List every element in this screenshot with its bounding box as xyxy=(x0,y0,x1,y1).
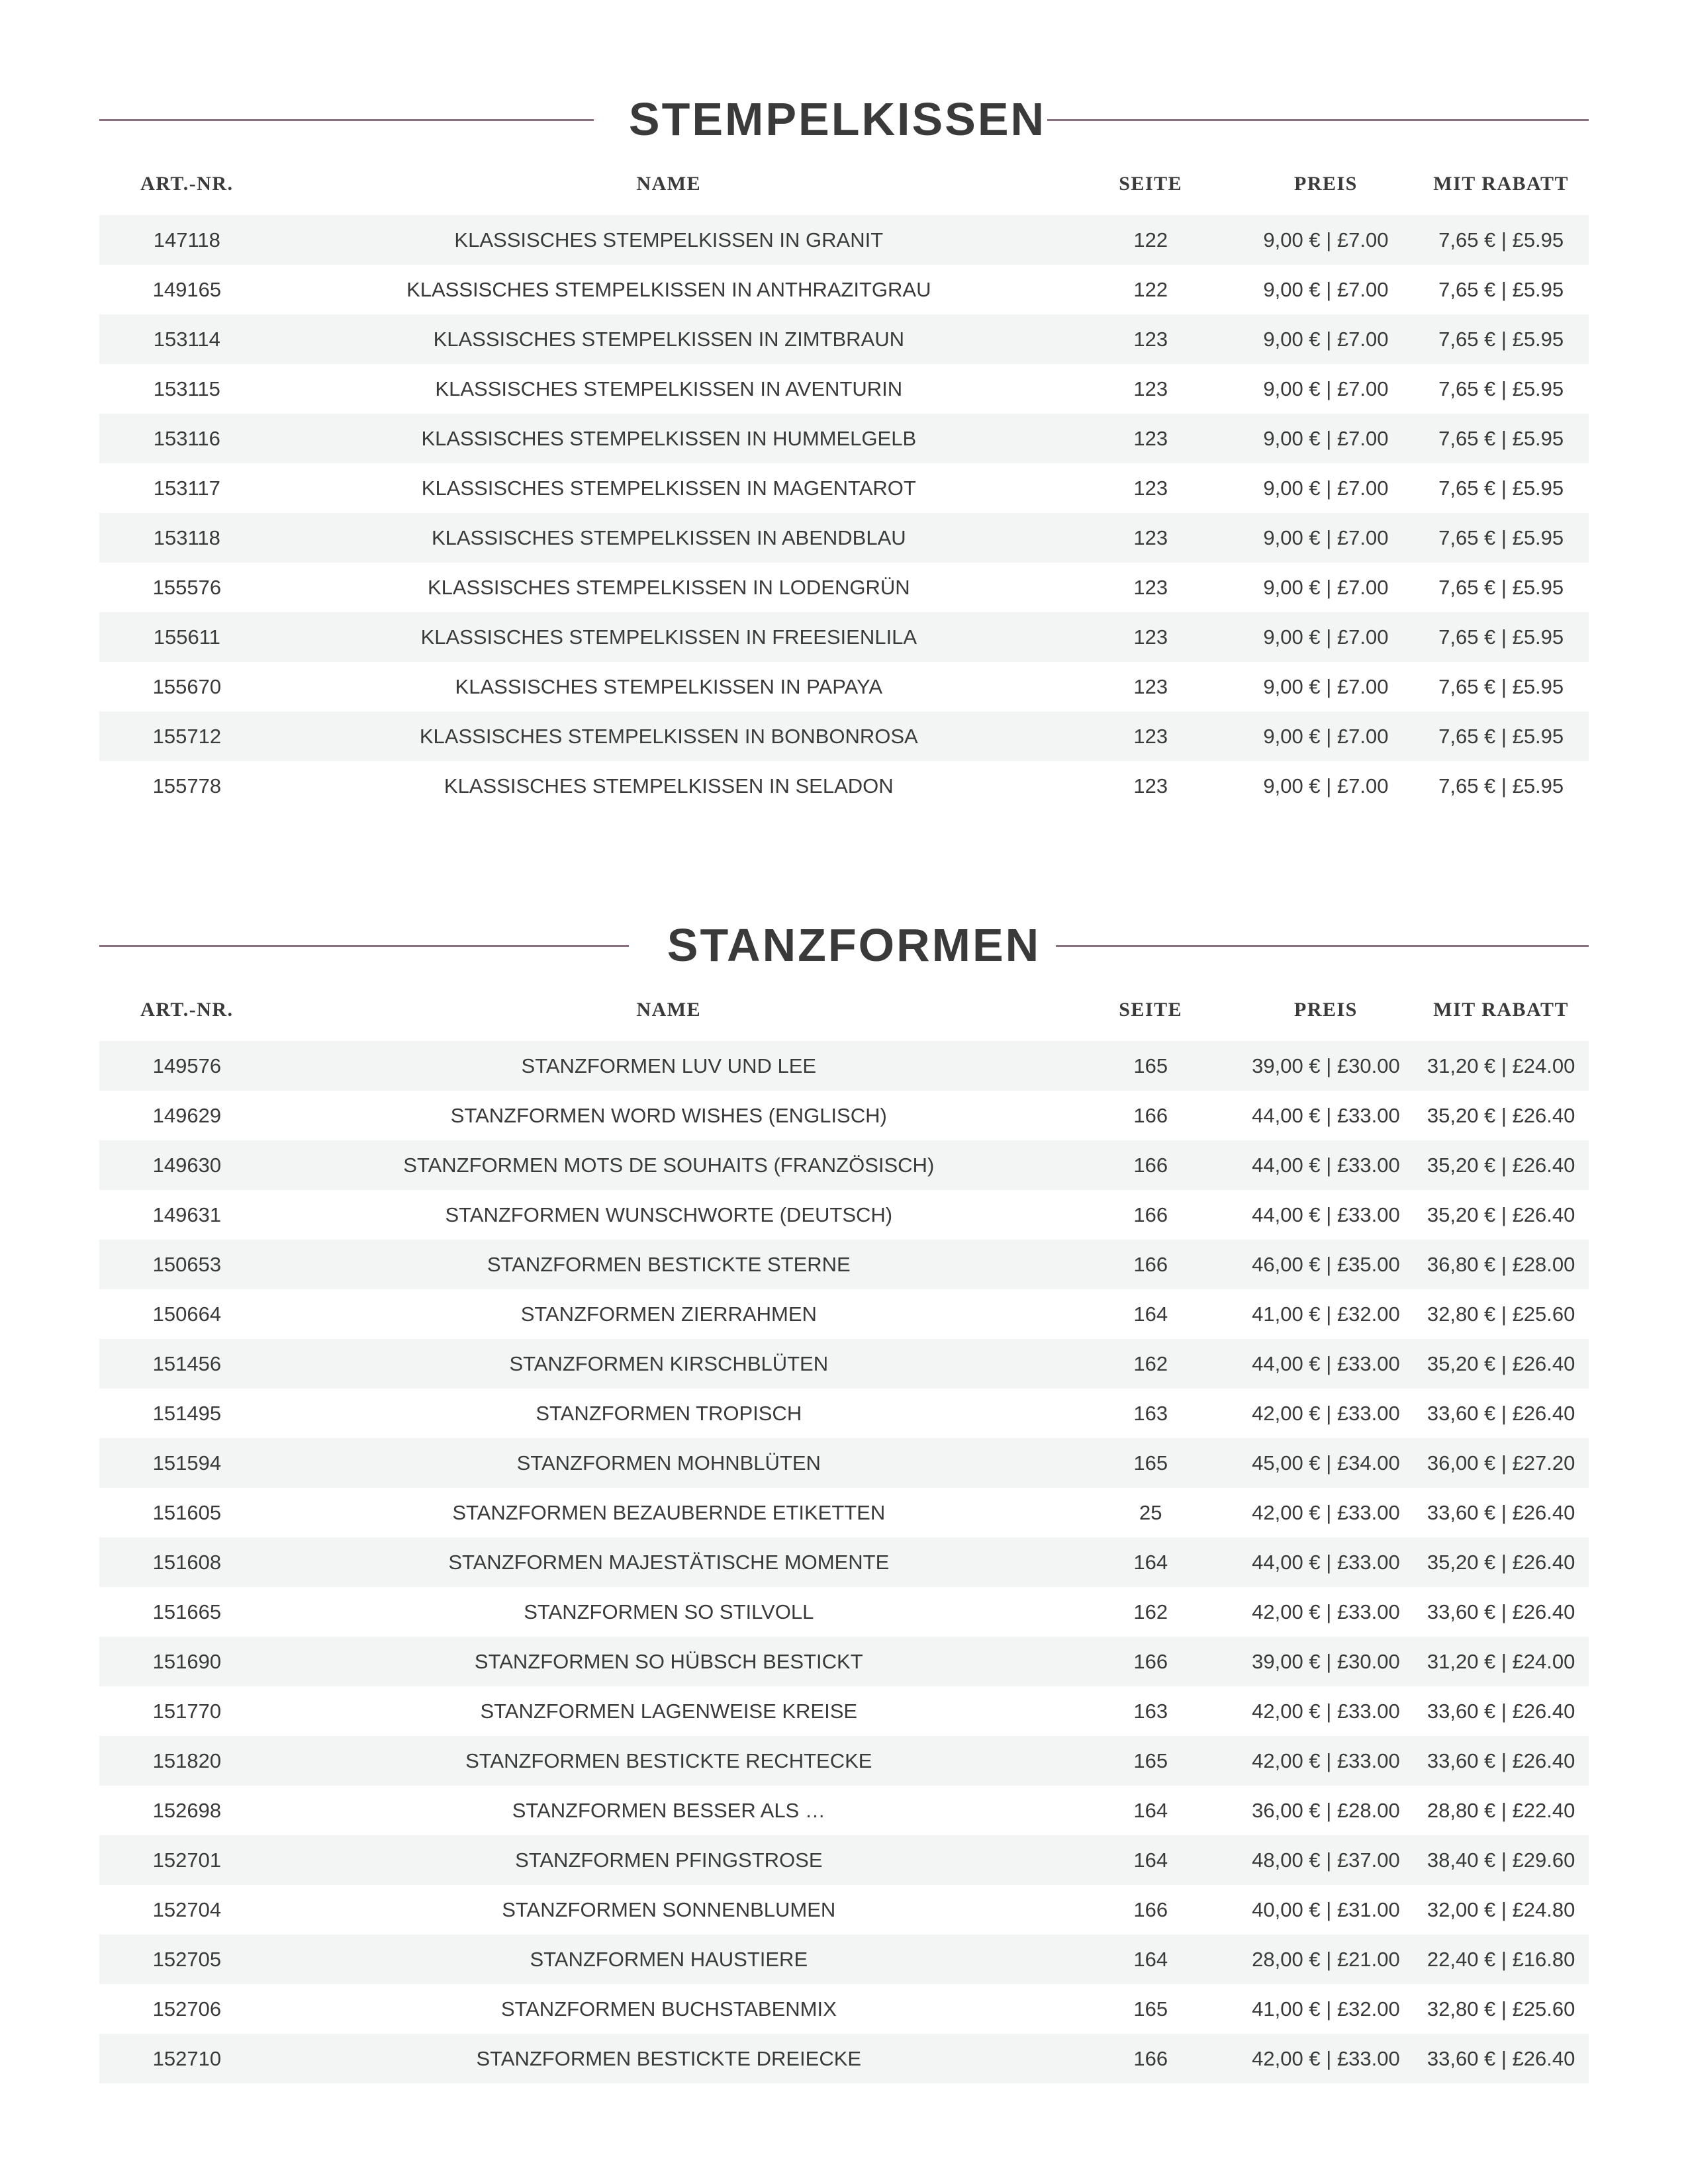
cell-art-nr: 153114 xyxy=(153,327,220,351)
table-row xyxy=(99,1339,1589,1388)
table-row xyxy=(99,1140,1589,1190)
cell-name: KLASSISCHES STEMPELKISSEN IN HUMMELGELB xyxy=(421,426,917,450)
table-header xyxy=(99,152,1589,215)
cell-preis: 9,00 € | £7.00 xyxy=(1263,277,1389,301)
table-body xyxy=(99,1041,1589,2083)
cell-mit-rabatt: 32,00 € | £24.80 xyxy=(1427,1897,1575,1921)
table-row xyxy=(99,1934,1589,1984)
cell-mit-rabatt: 33,60 € | £26.40 xyxy=(1427,1500,1575,1524)
cell-name: STANZFORMEN BESSER ALS … xyxy=(512,1798,825,1822)
cell-preis: 44,00 € | £33.00 xyxy=(1252,1103,1400,1127)
cell-seite: 123 xyxy=(1133,575,1168,599)
cell-preis: 46,00 € | £35.00 xyxy=(1252,1252,1400,1276)
cell-art-nr: 155712 xyxy=(152,724,222,748)
cell-art-nr: 153115 xyxy=(153,377,220,400)
cell-art-nr: 152705 xyxy=(152,1947,222,1971)
cell-seite: 166 xyxy=(1133,1252,1168,1276)
cell-seite: 164 xyxy=(1133,1302,1168,1326)
cell-art-nr: 153118 xyxy=(153,525,220,549)
cell-art-nr: 151820 xyxy=(152,1749,222,1772)
table-row xyxy=(99,563,1589,612)
cell-seite: 165 xyxy=(1133,1997,1168,2021)
table-row xyxy=(99,1388,1589,1438)
cell-mit-rabatt: 36,80 € | £28.00 xyxy=(1427,1252,1575,1276)
table-row xyxy=(99,1984,1589,2034)
table-row xyxy=(99,711,1589,761)
cell-preis: 9,00 € | £7.00 xyxy=(1263,327,1389,351)
cell-name: KLASSISCHES STEMPELKISSEN IN AVENTURIN xyxy=(435,377,903,400)
cell-mit-rabatt: 35,20 € | £26.40 xyxy=(1427,1203,1575,1226)
header-mit-rabatt: MIT RABATT xyxy=(1433,998,1570,1021)
cell-art-nr: 149165 xyxy=(152,277,222,301)
cell-preis: 40,00 € | £31.00 xyxy=(1252,1897,1400,1921)
cell-art-nr: 151495 xyxy=(152,1401,222,1425)
cell-art-nr: 151665 xyxy=(152,1600,222,1623)
table-body xyxy=(99,215,1589,811)
cell-mit-rabatt: 31,20 € | £24.00 xyxy=(1427,1054,1575,1077)
cell-name: STANZFORMEN BEZAUBERNDE ETIKETTEN xyxy=(452,1500,886,1524)
cell-preis: 9,00 € | £7.00 xyxy=(1263,724,1389,748)
cell-art-nr: 149630 xyxy=(152,1153,222,1177)
cell-art-nr: 152710 xyxy=(152,2046,222,2070)
cell-preis: 42,00 € | £33.00 xyxy=(1252,1600,1400,1623)
cell-mit-rabatt: 38,40 € | £29.60 xyxy=(1427,1848,1575,1872)
cell-mit-rabatt: 35,20 € | £26.40 xyxy=(1427,1153,1575,1177)
table-row xyxy=(99,265,1589,314)
table-row xyxy=(99,1190,1589,1240)
section-stanzformen xyxy=(99,912,1589,2083)
table-header xyxy=(99,978,1589,1041)
cell-preis: 44,00 € | £33.00 xyxy=(1252,1550,1400,1574)
cell-name: KLASSISCHES STEMPELKISSEN IN ABENDBLAU xyxy=(431,525,906,549)
cell-mit-rabatt: 36,00 € | £27.20 xyxy=(1427,1451,1575,1475)
header-name: NAME xyxy=(636,998,702,1021)
cell-seite: 123 xyxy=(1133,377,1168,400)
cell-seite: 163 xyxy=(1133,1699,1168,1723)
cell-preis: 9,00 € | £7.00 xyxy=(1263,774,1389,797)
cell-seite: 166 xyxy=(1133,1203,1168,1226)
cell-name: KLASSISCHES STEMPELKISSEN IN ZIMTBRAUN xyxy=(433,327,905,351)
cell-preis: 42,00 € | £33.00 xyxy=(1252,2046,1400,2070)
table-row xyxy=(99,513,1589,563)
cell-preis: 44,00 € | £33.00 xyxy=(1252,1203,1400,1226)
table-row xyxy=(99,1091,1589,1140)
cell-seite: 164 xyxy=(1133,1798,1168,1822)
cell-seite: 165 xyxy=(1133,1451,1168,1475)
cell-preis: 48,00 € | £37.00 xyxy=(1252,1848,1400,1872)
cell-name: STANZFORMEN LUV UND LEE xyxy=(521,1054,817,1077)
cell-name: STANZFORMEN MOTS DE SOUHAITS (FRANZÖSISCH) xyxy=(403,1153,935,1177)
cell-seite: 166 xyxy=(1133,1649,1168,1673)
cell-art-nr: 151608 xyxy=(152,1550,222,1574)
cell-seite: 166 xyxy=(1133,2046,1168,2070)
cell-name: STANZFORMEN TROPISCH xyxy=(536,1401,802,1425)
cell-mit-rabatt: 22,40 € | £16.80 xyxy=(1427,1947,1575,1971)
table-row xyxy=(99,364,1589,414)
cell-name: STANZFORMEN BESTICKTE DREIECKE xyxy=(476,2046,862,2070)
cell-art-nr: 151605 xyxy=(152,1500,222,1524)
cell-seite: 166 xyxy=(1133,1153,1168,1177)
table-row xyxy=(99,414,1589,463)
header-art-nr: ART.-NR. xyxy=(140,172,234,195)
table-row xyxy=(99,463,1589,513)
cell-mit-rabatt: 7,65 € | £5.95 xyxy=(1438,377,1564,400)
cell-mit-rabatt: 7,65 € | £5.95 xyxy=(1438,625,1564,649)
cell-art-nr: 155670 xyxy=(152,674,222,698)
table-row xyxy=(99,1835,1589,1885)
cell-mit-rabatt: 7,65 € | £5.95 xyxy=(1438,476,1564,500)
cell-seite: 166 xyxy=(1133,1103,1168,1127)
table-row xyxy=(99,1240,1589,1289)
cell-seite: 123 xyxy=(1133,724,1168,748)
cell-seite: 166 xyxy=(1133,1897,1168,1921)
cell-mit-rabatt: 7,65 € | £5.95 xyxy=(1438,674,1564,698)
header-preis: PREIS xyxy=(1294,172,1358,195)
cell-name: STANZFORMEN SONNENBLUMEN xyxy=(502,1897,836,1921)
cell-preis: 39,00 € | £30.00 xyxy=(1252,1649,1400,1673)
cell-name: STANZFORMEN LAGENWEISE KREISE xyxy=(480,1699,858,1723)
cell-preis: 41,00 € | £32.00 xyxy=(1252,1302,1400,1326)
cell-name: STANZFORMEN KIRSCHBLÜTEN xyxy=(509,1351,829,1375)
cell-preis: 42,00 € | £33.00 xyxy=(1252,1699,1400,1723)
table-row xyxy=(99,1289,1589,1339)
cell-name: KLASSISCHES STEMPELKISSEN IN SELADON xyxy=(444,774,894,797)
cell-mit-rabatt: 33,60 € | £26.40 xyxy=(1427,1699,1575,1723)
cell-seite: 162 xyxy=(1133,1351,1168,1375)
cell-seite: 123 xyxy=(1133,426,1168,450)
table-row xyxy=(99,761,1589,811)
cell-art-nr: 151690 xyxy=(152,1649,222,1673)
cell-name: KLASSISCHES STEMPELKISSEN IN LODENGRÜN xyxy=(427,575,910,599)
cell-art-nr: 151770 xyxy=(152,1699,222,1723)
cell-art-nr: 153116 xyxy=(153,426,220,450)
section-title: STANZFORMEN xyxy=(667,919,1041,971)
cell-seite: 162 xyxy=(1133,1600,1168,1623)
cell-mit-rabatt: 32,80 € | £25.60 xyxy=(1427,1997,1575,2021)
cell-mit-rabatt: 7,65 € | £5.95 xyxy=(1438,724,1564,748)
cell-preis: 45,00 € | £34.00 xyxy=(1252,1451,1400,1475)
cell-seite: 163 xyxy=(1133,1401,1168,1425)
cell-seite: 164 xyxy=(1133,1848,1168,1872)
cell-name: STANZFORMEN MAJESTÄTISCHE MOMENTE xyxy=(448,1550,890,1574)
section-stempelkissen xyxy=(99,86,1589,811)
cell-art-nr: 149576 xyxy=(152,1054,222,1077)
cell-art-nr: 155778 xyxy=(152,774,222,797)
cell-preis: 9,00 € | £7.00 xyxy=(1263,525,1389,549)
cell-name: STANZFORMEN PFINGSTROSE xyxy=(515,1848,823,1872)
cell-art-nr: 151456 xyxy=(152,1351,222,1375)
cell-art-nr: 150664 xyxy=(152,1302,222,1326)
cell-seite: 25 xyxy=(1139,1500,1162,1524)
cell-preis: 39,00 € | £30.00 xyxy=(1252,1054,1400,1077)
cell-mit-rabatt: 33,60 € | £26.40 xyxy=(1427,2046,1575,2070)
cell-art-nr: 152701 xyxy=(152,1848,222,1872)
cell-preis: 44,00 € | £33.00 xyxy=(1252,1153,1400,1177)
cell-mit-rabatt: 7,65 € | £5.95 xyxy=(1438,426,1564,450)
table-row xyxy=(99,1637,1589,1686)
cell-art-nr: 152698 xyxy=(152,1798,222,1822)
cell-mit-rabatt: 35,20 € | £26.40 xyxy=(1427,1550,1575,1574)
table-row xyxy=(99,1488,1589,1537)
cell-name: STANZFORMEN HAUSTIERE xyxy=(530,1947,808,1971)
cell-art-nr: 152706 xyxy=(152,1997,222,2021)
cell-art-nr: 150653 xyxy=(152,1252,222,1276)
cell-mit-rabatt: 7,65 € | £5.95 xyxy=(1438,327,1564,351)
cell-seite: 164 xyxy=(1133,1550,1168,1574)
table-row xyxy=(99,1041,1589,1091)
cell-mit-rabatt: 7,65 € | £5.95 xyxy=(1438,774,1564,797)
table-row xyxy=(99,1587,1589,1637)
cell-seite: 122 xyxy=(1133,228,1168,251)
cell-name: STANZFORMEN SO STILVOLL xyxy=(524,1600,814,1623)
cell-preis: 42,00 € | £33.00 xyxy=(1252,1401,1400,1425)
cell-seite: 123 xyxy=(1133,625,1168,649)
section-title: STEMPELKISSEN xyxy=(628,93,1047,145)
cell-preis: 9,00 € | £7.00 xyxy=(1263,625,1389,649)
cell-seite: 123 xyxy=(1133,476,1168,500)
cell-art-nr: 155611 xyxy=(153,625,220,649)
table-row xyxy=(99,314,1589,364)
cell-name: STANZFORMEN SO HÜBSCH BESTICKT xyxy=(474,1649,863,1673)
cell-name: STANZFORMEN WUNSCHWORTE (DEUTSCH) xyxy=(445,1203,893,1226)
cell-mit-rabatt: 7,65 € | £5.95 xyxy=(1438,277,1564,301)
cell-mit-rabatt: 33,60 € | £26.40 xyxy=(1427,1401,1575,1425)
cell-name: STANZFORMEN ZIERRAHMEN xyxy=(520,1302,817,1326)
cell-seite: 123 xyxy=(1133,525,1168,549)
cell-preis: 28,00 € | £21.00 xyxy=(1252,1947,1400,1971)
cell-name: STANZFORMEN BESTICKTE STERNE xyxy=(487,1252,851,1276)
cell-name: KLASSISCHES STEMPELKISSEN IN PAPAYA xyxy=(455,674,883,698)
cell-preis: 41,00 € | £32.00 xyxy=(1252,1997,1400,2021)
cell-mit-rabatt: 32,80 € | £25.60 xyxy=(1427,1302,1575,1326)
cell-name: KLASSISCHES STEMPELKISSEN IN MAGENTAROT xyxy=(421,476,916,500)
cell-name: STANZFORMEN BESTICKTE RECHTECKE xyxy=(465,1749,872,1772)
header-seite: SEITE xyxy=(1119,172,1183,195)
cell-preis: 9,00 € | £7.00 xyxy=(1263,674,1389,698)
section-title-row xyxy=(99,912,1589,978)
cell-mit-rabatt: 7,65 € | £5.95 xyxy=(1438,575,1564,599)
cell-name: STANZFORMEN BUCHSTABENMIX xyxy=(500,1997,837,2021)
cell-preis: 44,00 € | £33.00 xyxy=(1252,1351,1400,1375)
cell-mit-rabatt: 7,65 € | £5.95 xyxy=(1438,525,1564,549)
cell-art-nr: 151594 xyxy=(152,1451,222,1475)
cell-preis: 42,00 € | £33.00 xyxy=(1252,1500,1400,1524)
cell-art-nr: 152704 xyxy=(152,1897,222,1921)
cell-art-nr: 149629 xyxy=(152,1103,222,1127)
cell-name: KLASSISCHES STEMPELKISSEN IN BONBONROSA xyxy=(419,724,918,748)
cell-preis: 9,00 € | £7.00 xyxy=(1263,228,1389,251)
header-seite: SEITE xyxy=(1119,998,1183,1021)
cell-art-nr: 149631 xyxy=(152,1203,222,1226)
cell-seite: 123 xyxy=(1133,327,1168,351)
cell-name: KLASSISCHES STEMPELKISSEN IN GRANIT xyxy=(454,228,884,251)
table-row xyxy=(99,2034,1589,2083)
cell-name: KLASSISCHES STEMPELKISSEN IN ANTHRAZITGRAU xyxy=(406,277,931,301)
cell-mit-rabatt: 33,60 € | £26.40 xyxy=(1427,1749,1575,1772)
cell-mit-rabatt: 35,20 € | £26.40 xyxy=(1427,1103,1575,1127)
cell-name: STANZFORMEN WORD WISHES (ENGLISCH) xyxy=(450,1103,887,1127)
cell-mit-rabatt: 7,65 € | £5.95 xyxy=(1438,228,1564,251)
cell-preis: 9,00 € | £7.00 xyxy=(1263,377,1389,400)
cell-seite: 164 xyxy=(1133,1947,1168,1971)
table-row xyxy=(99,1786,1589,1835)
section-title-row xyxy=(99,86,1589,152)
table-row xyxy=(99,662,1589,711)
cell-art-nr: 153117 xyxy=(153,476,220,500)
cell-name: STANZFORMEN MOHNBLÜTEN xyxy=(516,1451,821,1475)
cell-seite: 165 xyxy=(1133,1054,1168,1077)
cell-art-nr: 147118 xyxy=(153,228,220,251)
cell-art-nr: 155576 xyxy=(152,575,222,599)
cell-preis: 9,00 € | £7.00 xyxy=(1263,476,1389,500)
table-row xyxy=(99,1438,1589,1488)
cell-preis: 9,00 € | £7.00 xyxy=(1263,426,1389,450)
cell-seite: 123 xyxy=(1133,774,1168,797)
table-row xyxy=(99,1885,1589,1934)
cell-mit-rabatt: 33,60 € | £26.40 xyxy=(1427,1600,1575,1623)
cell-seite: 165 xyxy=(1133,1749,1168,1772)
cell-mit-rabatt: 31,20 € | £24.00 xyxy=(1427,1649,1575,1673)
header-name: NAME xyxy=(636,172,702,195)
cell-preis: 36,00 € | £28.00 xyxy=(1252,1798,1400,1822)
table-row xyxy=(99,215,1589,265)
cell-preis: 42,00 € | £33.00 xyxy=(1252,1749,1400,1772)
table-row xyxy=(99,1537,1589,1587)
cell-preis: 9,00 € | £7.00 xyxy=(1263,575,1389,599)
table-row xyxy=(99,1686,1589,1736)
table-row xyxy=(99,612,1589,662)
header-art-nr: ART.-NR. xyxy=(140,998,234,1021)
cell-seite: 122 xyxy=(1133,277,1168,301)
table-row xyxy=(99,1736,1589,1786)
cell-seite: 123 xyxy=(1133,674,1168,698)
cell-mit-rabatt: 28,80 € | £22.40 xyxy=(1427,1798,1575,1822)
header-preis: PREIS xyxy=(1294,998,1358,1021)
header-mit-rabatt: MIT RABATT xyxy=(1433,172,1570,195)
cell-name: KLASSISCHES STEMPELKISSEN IN FREESIENLILA xyxy=(420,625,917,649)
cell-mit-rabatt: 35,20 € | £26.40 xyxy=(1427,1351,1575,1375)
